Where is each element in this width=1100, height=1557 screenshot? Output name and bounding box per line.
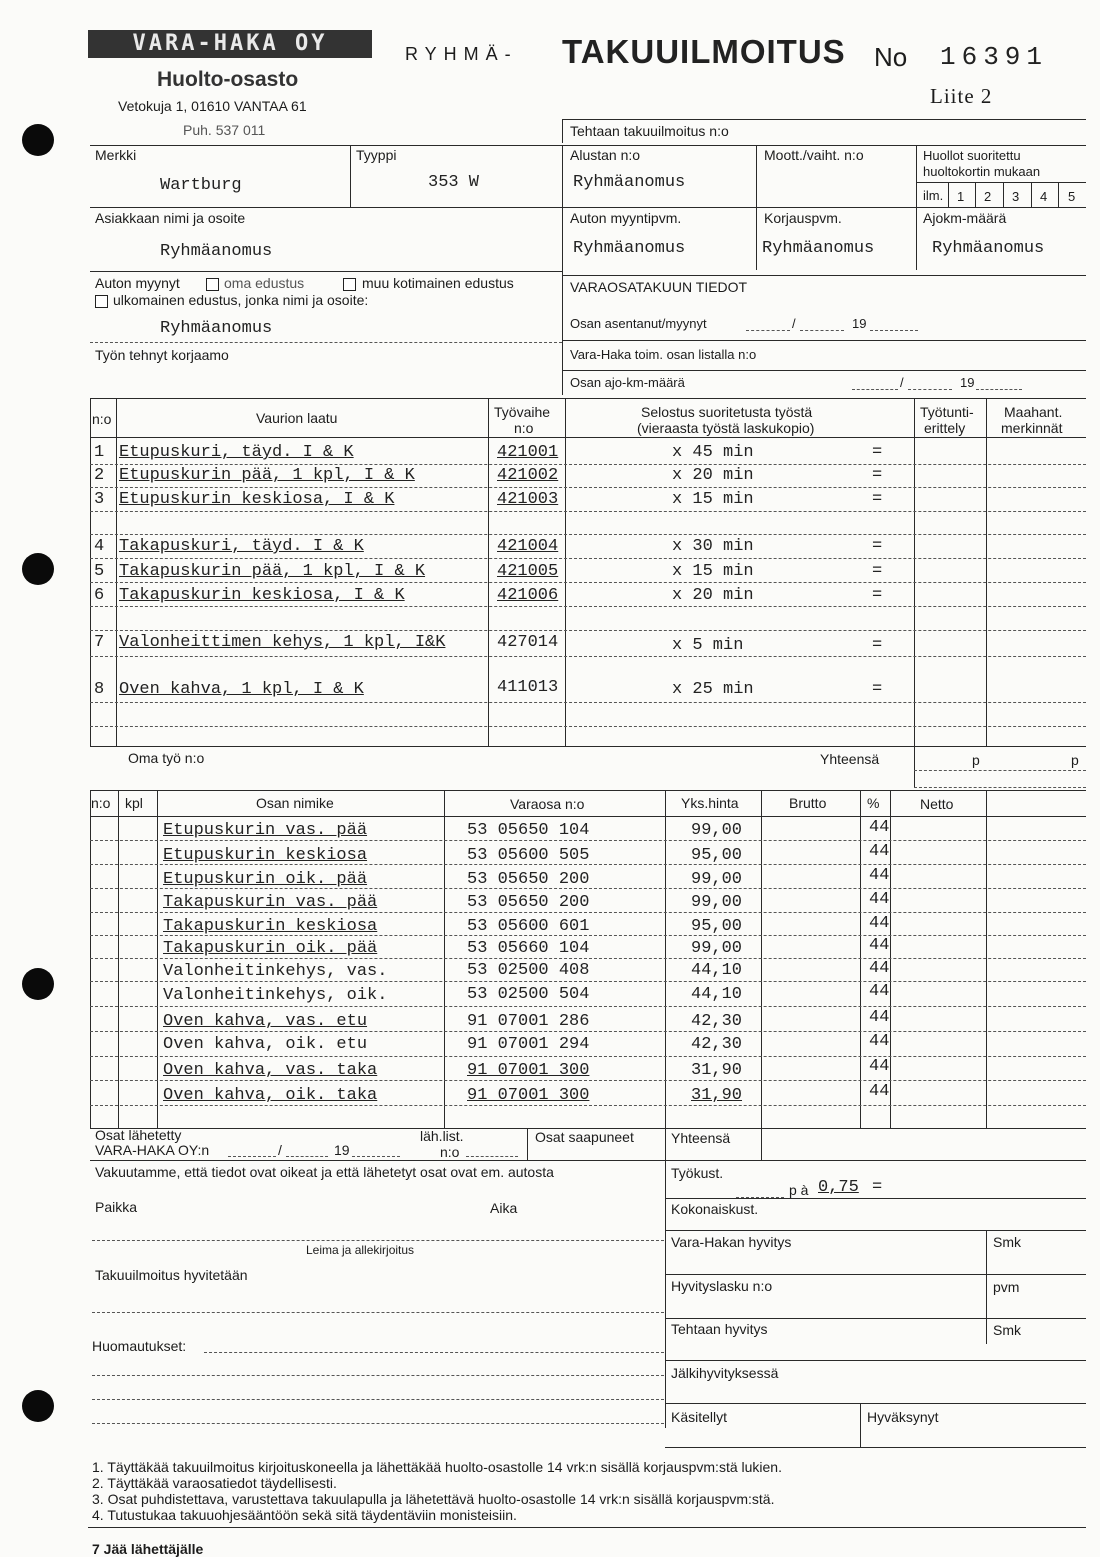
part-code: 91 07001 300 — [467, 1086, 590, 1105]
work-row-no: 8 — [94, 680, 105, 699]
work-row-desc: Etupuskurin pää, 1 kpl, I & K — [119, 466, 415, 485]
work-row-desc: Takapuskurin pää, 1 kpl, I & K — [119, 562, 426, 581]
chassis-value: Ryhmäanomus — [573, 173, 686, 192]
part-name: Etupuskurin vas. pää — [163, 821, 368, 840]
department: Huolto-osasto — [157, 68, 299, 91]
work-row-code: 421002 — [497, 466, 559, 485]
part-price: 31,90 — [691, 1061, 743, 1080]
part-price: 99,00 — [691, 893, 743, 912]
part-code: 53 02500 408 — [467, 961, 590, 980]
part-price: 42,30 — [691, 1035, 743, 1054]
credit-invoice-label: Hyvityslasku n:o — [671, 1278, 773, 1294]
work-row-time: x 15 min — [672, 562, 754, 581]
parts-col-pct: % — [867, 795, 880, 811]
work-col-no: n:o — [92, 411, 112, 427]
work-row-time: x 20 min — [672, 586, 754, 605]
group-label: RYHMÄ- — [405, 44, 518, 64]
part-price: 95,00 — [691, 917, 743, 936]
part-pct: 44 — [869, 866, 890, 885]
part-name: Etupuskurin keskiosa — [163, 846, 368, 865]
own-dealer-checkbox[interactable] — [206, 278, 219, 291]
part-price: 99,00 — [691, 821, 743, 840]
part-name: Oven kahva, oik. taka — [163, 1086, 378, 1105]
spare-part-title: VARAOSATAKUUN TIEDOT — [570, 279, 748, 295]
foreign-dealer-checkbox[interactable] — [95, 295, 108, 308]
work-col-hours-2: erittely — [924, 420, 966, 436]
date-label: pvm — [993, 1279, 1020, 1295]
work-col-hours: Työtunti- — [920, 404, 974, 420]
service-label-2: huoltokortin mukaan — [923, 164, 1041, 179]
form-number: 16391 — [940, 42, 1049, 72]
sent-label-2: VARA-HAKA OY:n — [95, 1142, 210, 1158]
time-label: Aika — [490, 1200, 518, 1216]
sent-label: Osat lähetetty — [95, 1127, 182, 1143]
approved-label: Hyväksynyt — [867, 1409, 939, 1425]
work-row-eq: = — [872, 586, 883, 605]
grand-total-label: Kokonaiskust. — [671, 1201, 759, 1217]
punch-hole — [22, 1390, 54, 1422]
work-col-phase: Työvaihe — [494, 404, 551, 420]
factory-claim-label: Tehtaan takuuilmoitus n:o — [570, 123, 729, 139]
work-row-eq: = — [872, 490, 883, 509]
part-code: 53 05650 200 — [467, 870, 590, 889]
service-label-1: Huollot suoritettu — [923, 148, 1021, 163]
assurance-text: Vakuutamme, että tiedot ovat oikeat ja että lähetetyt osat ovat em. autosta — [95, 1164, 554, 1180]
service-num: 1 — [957, 189, 965, 204]
type-value: 353 W — [428, 173, 480, 192]
work-row-code: 411013 — [497, 678, 559, 697]
part-code: 53 05650 104 — [467, 821, 590, 840]
engine-label: Moott./vaiht. n:o — [764, 147, 864, 163]
labour-cost-label: Työkust. — [671, 1165, 724, 1181]
sale-date-value: Ryhmäanomus — [573, 239, 686, 258]
part-pct: 44 — [869, 982, 890, 1001]
work-row-eq: = — [872, 680, 883, 699]
work-row-no: 3 — [94, 490, 105, 509]
work-row-code: 421004 — [497, 537, 559, 556]
work-row-code: 427014 — [497, 633, 559, 652]
importer-total-p: p — [1071, 752, 1079, 768]
smk-label-2: Smk — [993, 1322, 1021, 1338]
repair-date-label: Korjauspvm. — [764, 210, 842, 226]
own-dealer-label: oma edustus — [224, 275, 305, 291]
parts-col-name: Osan nimike — [256, 795, 334, 811]
part-name: Oven kahva, vas. etu — [163, 1012, 368, 1031]
service-num: 5 — [1068, 189, 1076, 204]
brand-label: Merkki — [95, 147, 137, 163]
work-row-desc: Valonheittimen kehys, 1 kpl, I&K — [119, 633, 446, 652]
work-row-eq: = — [872, 562, 883, 581]
work-row-desc: Oven kahva, 1 kpl, I & K — [119, 680, 364, 699]
part-name: Etupuskurin oik. pää — [163, 870, 368, 889]
place-label: Paikka — [95, 1199, 138, 1215]
work-row-no: 5 — [94, 562, 105, 581]
parts-total-label: Yhteensä — [671, 1130, 731, 1146]
work-row-desc: Takapuskurin keskiosa, I & K — [119, 586, 405, 605]
customer-label: Asiakkaan nimi ja osoite — [95, 210, 246, 226]
work-row-eq: = — [872, 636, 883, 655]
part-name: Valonheitinkehys, oik. — [163, 986, 388, 1005]
rate-equals: = — [872, 1178, 883, 1197]
work-row-code: 421001 — [497, 443, 559, 462]
part-pct: 44 — [869, 1008, 890, 1027]
work-row-time: x 25 min — [672, 680, 754, 699]
part-code: 53 05600 601 — [467, 917, 590, 936]
work-row-no: 2 — [94, 466, 105, 485]
work-col-importer: Maahant. — [1004, 404, 1063, 420]
part-code: 53 05600 505 — [467, 846, 590, 865]
part-pct: 44 — [869, 890, 890, 909]
work-row-no: 6 — [94, 586, 105, 605]
work-row-code: 421005 — [497, 562, 559, 581]
part-name: Takapuskurin oik. pää — [163, 939, 378, 958]
part-name: Takapuskurin keskiosa — [163, 917, 378, 936]
sale-date-label: Auton myyntipvm. — [570, 210, 682, 226]
part-price: 99,00 — [691, 870, 743, 889]
seller-value: Ryhmäanomus — [160, 319, 273, 338]
address: Vetokuja 1, 01610 VANTAA 61 — [118, 98, 307, 114]
type-label: Tyyppi — [356, 147, 397, 163]
number-label: No — [874, 42, 908, 72]
part-pct: 44 — [869, 959, 890, 978]
part-price: 42,30 — [691, 1012, 743, 1031]
credited-label: Takuuilmoitus hyvitetään — [95, 1267, 248, 1283]
part-price: 44,10 — [691, 961, 743, 980]
received-label: Osat saapuneet — [535, 1129, 634, 1145]
work-row-eq: = — [872, 466, 883, 485]
note-3: 3. Osat puhdistettava, varustettava takuulapulla ja lähetettävä huolto-osastolle 14 vrk:n sisällä korjauspvm:stä. — [92, 1491, 775, 1507]
post-credit-label: Jälkihyvityksessä — [671, 1365, 779, 1381]
part-pct: 44 — [869, 936, 890, 955]
work-total-label: Yhteensä — [820, 751, 880, 767]
punch-hole — [22, 968, 54, 1000]
phone: Puh. 537 011 — [183, 122, 266, 138]
punch-hole — [22, 124, 54, 156]
installed-year: 19 — [852, 316, 867, 331]
part-pct: 44 — [869, 842, 890, 861]
service-num: 4 — [1040, 189, 1048, 204]
work-row-eq: = — [872, 443, 883, 462]
part-pct: 44 — [869, 1032, 890, 1051]
part-list-label: Vara-Haka toim. osan listalla n:o — [570, 347, 757, 362]
other-dealer-label: muu kotimainen edustus — [362, 275, 514, 291]
parts-col-gross: Brutto — [789, 795, 827, 811]
parts-col-net: Netto — [920, 796, 954, 812]
parts-col-qty: kpl — [125, 795, 143, 811]
work-col-desc: Selostus suoritetusta työstä — [641, 404, 813, 420]
parts-col-code: Varaosa n:o — [510, 796, 585, 812]
part-km-label: Osan ajo-km-määrä — [570, 375, 685, 390]
rate-value: 0,75 — [818, 1178, 859, 1197]
ilm-label: ilm. — [923, 188, 944, 203]
part-pct: 44 — [869, 914, 890, 933]
part-price: 95,00 — [691, 846, 743, 865]
work-row-time: x 20 min — [672, 466, 754, 485]
part-code: 53 05650 200 — [467, 893, 590, 912]
part-name: Oven kahva, vas. taka — [163, 1061, 378, 1080]
work-row-time: x 45 min — [672, 443, 754, 462]
km-value: Ryhmäanomus — [932, 239, 1045, 258]
punch-hole — [22, 553, 54, 585]
work-row-desc: Etupuskurin keskiosa, I & K — [119, 490, 395, 509]
work-row-desc: Takapuskuri, täyd. I & K — [119, 537, 364, 556]
part-code: 91 07001 294 — [467, 1035, 590, 1054]
signature-label: Leima ja allekirjoitus — [306, 1243, 415, 1257]
work-row-desc: Etupuskuri, täyd. I & K — [119, 443, 354, 462]
dispatch-list-label: läh.list. — [420, 1128, 464, 1144]
customer-value: Ryhmäanomus — [160, 242, 273, 261]
work-col-phase-no: n:o — [514, 420, 534, 436]
other-dealer-checkbox[interactable] — [343, 278, 356, 291]
service-num: 2 — [984, 189, 992, 204]
factory-credit-label: Tehtaan hyvitys — [671, 1321, 768, 1337]
note-1: 1. Täyttäkää takuuilmoitus kirjoituskoneella ja lähettäkää huolto-osastolle 14 vrk:n sisällä korjauspvm:stä lukien. — [92, 1459, 782, 1475]
foreign-dealer-label: ulkomainen edustus, jonka nimi ja osoite: — [113, 292, 369, 308]
part-code: 53 02500 504 — [467, 985, 590, 1004]
work-col-desc-2: (vieraasta työstä laskukopio) — [637, 420, 815, 436]
copy-footer: 7 Jää lähettäjälle — [92, 1541, 204, 1557]
chassis-label: Alustan n:o — [570, 147, 641, 163]
part-pct: 44 — [869, 1082, 890, 1101]
work-row-time: x 30 min — [672, 537, 754, 556]
work-row-code: 421003 — [497, 490, 559, 509]
note-4: 4. Tutustukaa takuuohjesääntöön sekä sitä täydentäviin monisteisiin. — [92, 1507, 517, 1523]
note-2: 2. Täyttäkää varaosatiedot täydellisesti. — [92, 1475, 337, 1491]
sold-by-label: Auton myynyt — [95, 275, 180, 291]
remarks-label: Huomautukset: — [92, 1338, 187, 1354]
work-total-p: p — [972, 752, 980, 768]
part-code: 53 05660 104 — [467, 939, 590, 958]
part-name: Oven kahva, oik. etu — [163, 1035, 368, 1054]
work-row-time: x 15 min — [672, 490, 754, 509]
part-price: 99,00 — [691, 939, 743, 958]
parts-col-no: n:o — [91, 795, 111, 811]
work-row-code: 421006 — [497, 586, 559, 605]
part-code: 91 07001 300 — [467, 1061, 590, 1080]
work-col-damage: Vaurion laatu — [256, 410, 338, 426]
work-col-importer-2: merkinnät — [1001, 420, 1063, 436]
work-row-no: 1 — [94, 443, 105, 462]
company-logo: VARA-HAKA OY — [88, 30, 372, 58]
repair-date-value: Ryhmäanomus — [762, 239, 875, 258]
part-pct: 44 — [869, 818, 890, 837]
vh-credit-label: Vara-Hakan hyvitys — [671, 1234, 792, 1250]
service-num: 3 — [1012, 189, 1020, 204]
rate-prefix: p à — [789, 1182, 809, 1198]
handled-label: Käsitellyt — [671, 1409, 728, 1425]
page-title: TAKUUILMOITUS — [562, 33, 846, 70]
part-km-year: 19 — [960, 375, 975, 390]
appendix-label: Liite 2 — [930, 84, 993, 108]
work-row-no: 7 — [94, 633, 105, 652]
part-code: 91 07001 286 — [467, 1012, 590, 1031]
own-work-label: Oma työ n:o — [128, 750, 205, 766]
part-name: Takapuskurin vas. pää — [163, 893, 378, 912]
smk-label: Smk — [993, 1234, 1021, 1250]
workshop-label: Työn tehnyt korjaamo — [95, 347, 229, 363]
work-row-time: x 5 min — [672, 636, 744, 655]
work-row-eq: = — [872, 537, 883, 556]
sent-year: 19 — [334, 1142, 350, 1158]
installed-label: Osan asentanut/myynyt — [570, 316, 707, 331]
part-pct: 44 — [869, 1057, 890, 1076]
part-name: Valonheitinkehys, vas. — [163, 962, 388, 981]
work-row-no: 4 — [94, 537, 105, 556]
dispatch-list-no: n:o — [440, 1144, 460, 1160]
part-price: 44,10 — [691, 985, 743, 1004]
brand-value: Wartburg — [160, 176, 242, 195]
parts-col-unit: Yks.hinta — [681, 795, 739, 811]
part-price: 31,90 — [691, 1086, 743, 1105]
km-label: Ajokm-määrä — [923, 210, 1007, 226]
